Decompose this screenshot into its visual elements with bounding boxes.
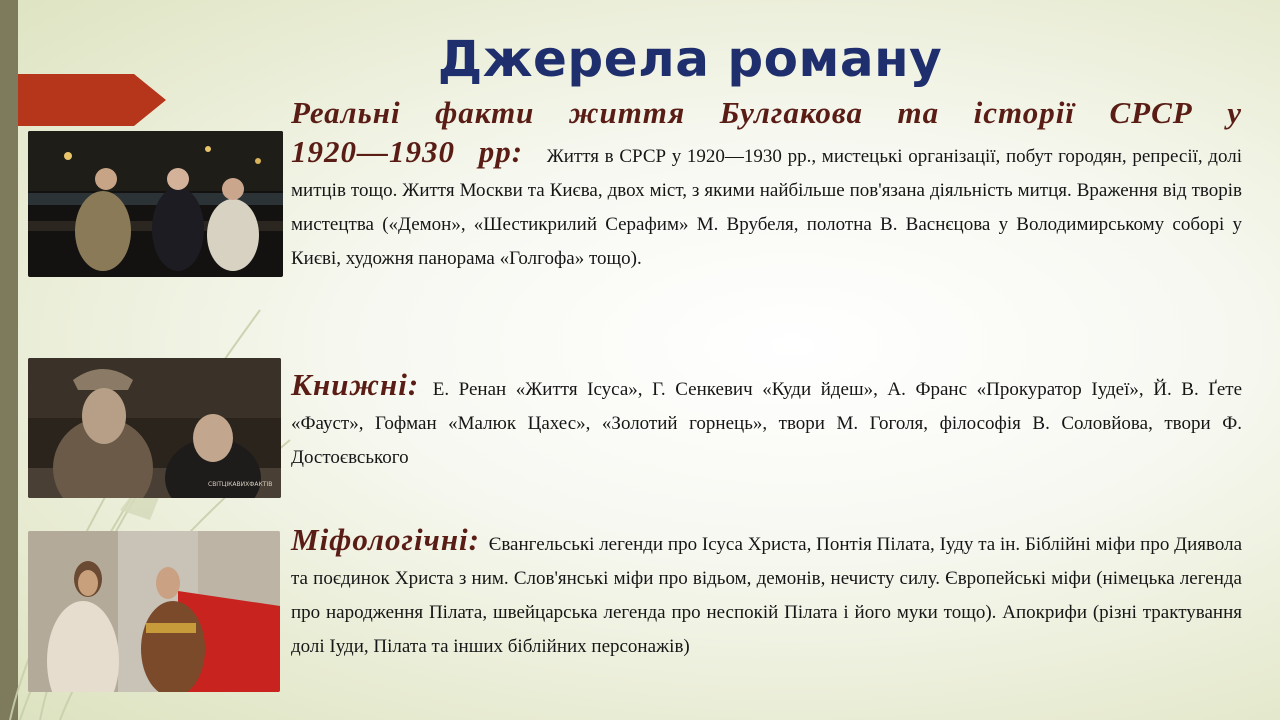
section-heading: Книжні:	[291, 367, 433, 402]
watermark-text: СВІТЦІКАВИХФАКТІВ	[208, 481, 273, 488]
section-heading: Реальні факти життя Булгакова та історії СРСР у 1920—1930 рр:	[291, 95, 1242, 169]
section-text: Е. Ренан «Життя Ісуса», Г. Сенкевич «Куди йдеш», А. Франс «Прокуратор Іудеї», Й. В. Ґете «Фауст», Гофман «Малюк Цахес», «Золотий горнець», твори М. Гоголя, філософія В. Соловйова, твори Ф. Достоєвського	[291, 379, 1243, 468]
section-text: Життя в СРСР у 1920—1930 рр., мистецькі організації, побут городян, репресії, долі митців тощо. Життя Москви та Києва, двох міст, з якими найбільше пов'язана діяльність митця. Враження від творів мистецтва («Демон», «Шестикрилий Серафим» М. Врубеля, полотна В. Васнєцова у Володимирському соборі у Києві, художня панорама «Голгофа» тощо).	[291, 146, 1242, 269]
film-still-bench-night	[28, 131, 283, 277]
film-still-jesus-pilate	[28, 531, 280, 692]
film-still-two-men	[28, 358, 281, 498]
section-real-facts	[291, 96, 1242, 276]
section-books	[291, 368, 1242, 475]
slide-title: Джерела роману	[437, 30, 943, 88]
section-mythology	[291, 523, 1242, 664]
arrow-shape	[18, 74, 166, 126]
section-text: Євангельські легенди про Ісуса Христа, Понтія Пілата, Іуду та ін. Біблійні міфи про Диявола та поєдинок Христа з ним. Слов'янські міфи про відьом, демонів, нечисту силу. Європейські міфи (німецька легенда про народження Пілата, швейцарська легенда про неспокій Пілата і його муки тощо). Апокрифи (різні трактування долі Іуди, Пілата та інших біблійних персонажів)	[291, 534, 1242, 657]
section-heading: Міфологічні:	[291, 522, 489, 557]
